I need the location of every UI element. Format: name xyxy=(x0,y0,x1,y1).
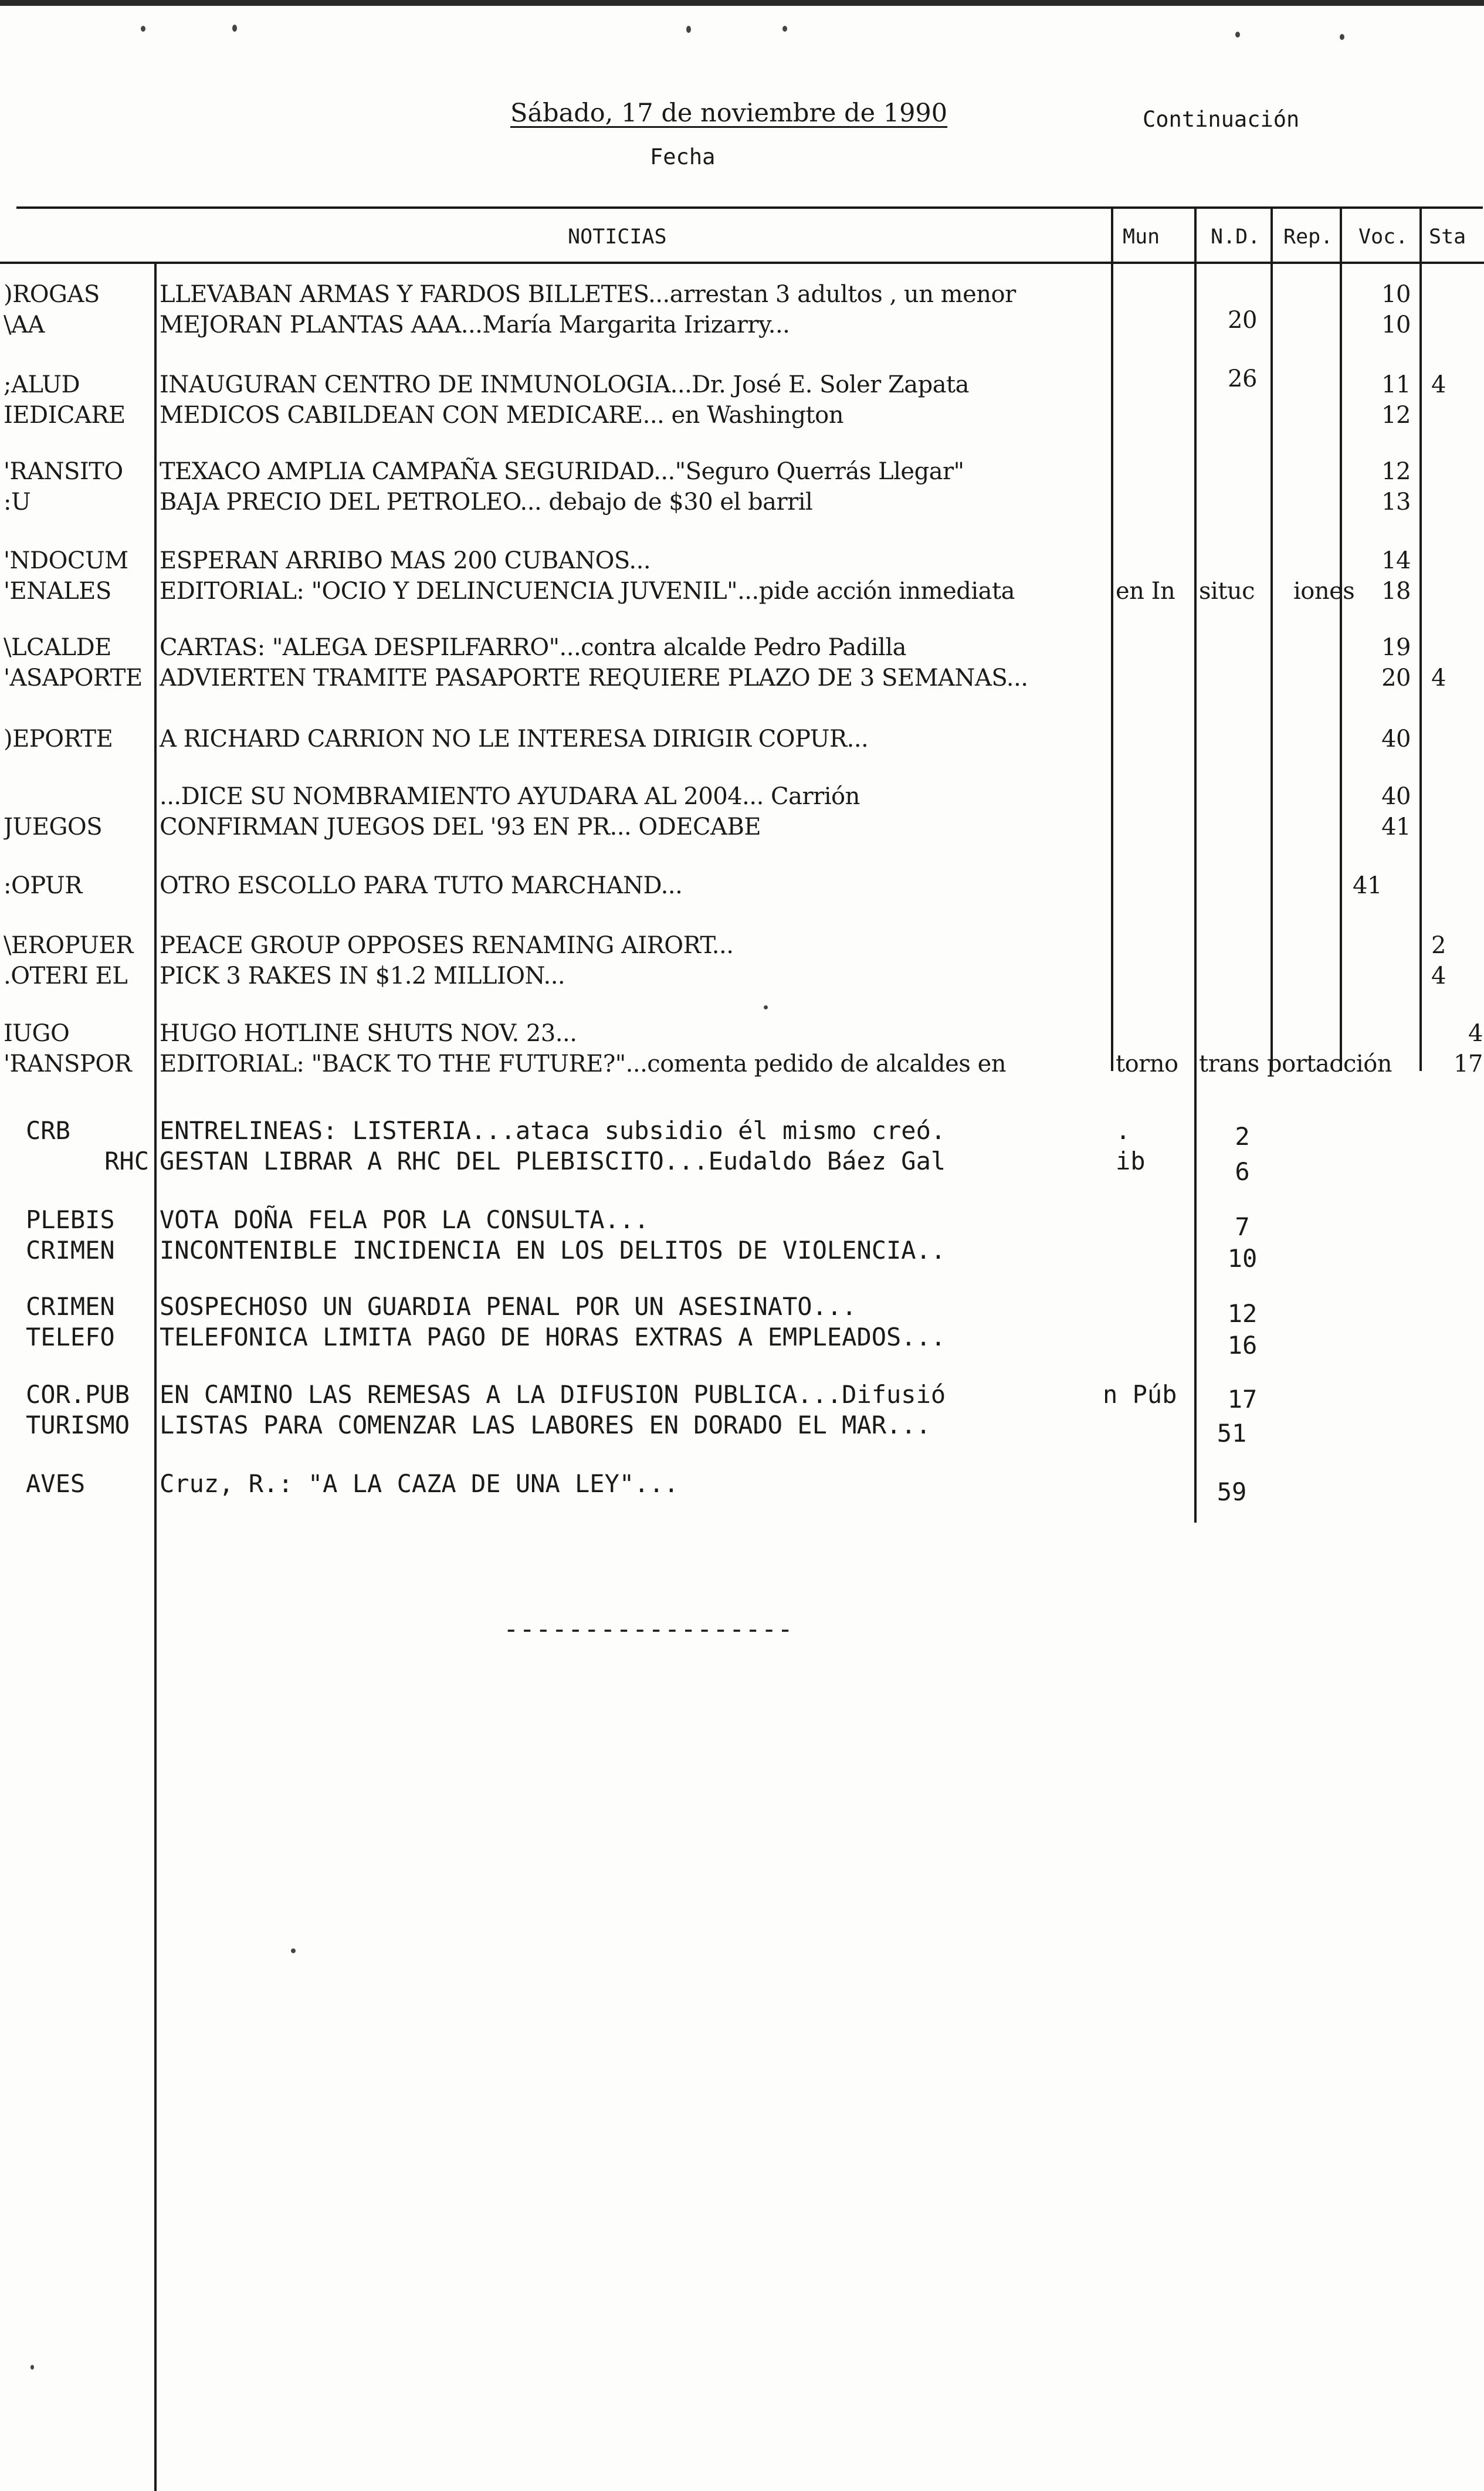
headline: OTRO ESCOLLO PARA TUTO MARCHAND... xyxy=(160,872,683,899)
headline: LLEVABAN ARMAS Y FARDOS BILLETES...arrestan 3 adultos , un menor xyxy=(160,281,1016,308)
table-row xyxy=(0,576,1484,606)
col-sta: Sta xyxy=(1429,225,1466,249)
section-code: 'ENALES xyxy=(4,578,111,605)
nd-page: 7 xyxy=(1235,1212,1250,1241)
table-row xyxy=(0,400,1484,431)
headline: TELEFONICA LIMITA PAGO DE HORAS EXTRAS A EMPLEADOS... xyxy=(160,1323,946,1351)
headline: EN CAMINO LAS REMESAS A LA DIFUSION PUBLICA...Difusió xyxy=(160,1380,946,1409)
section-code: .OTERI EL xyxy=(4,962,128,989)
section-code: IUGO xyxy=(4,1020,70,1047)
nd-page: 51 xyxy=(1217,1419,1247,1448)
section-code: JUEGOS xyxy=(4,814,103,840)
headline: LISTAS PARA COMENZAR LAS LABORES EN DORADO EL MAR... xyxy=(160,1411,931,1439)
voc-page: 40 xyxy=(1381,726,1411,753)
table-row xyxy=(0,1116,1484,1151)
scan-speck xyxy=(31,2365,34,2370)
headline: EDITORIAL: "OCIO Y DELINCUENCIA JUVENIL"...pide acción inmediata xyxy=(160,578,1015,605)
scan-speck xyxy=(141,26,145,32)
voc-page: 11 xyxy=(1381,371,1411,398)
headline: CONFIRMAN JUEGOS DEL '93 EN PR... ODECABE xyxy=(160,814,761,840)
nd-overflow-text: trans xyxy=(1199,1050,1259,1077)
table-row xyxy=(0,487,1484,517)
scan-speck xyxy=(1340,34,1344,40)
table-row xyxy=(0,961,1484,991)
table-row xyxy=(0,812,1484,842)
sta-page: 4 xyxy=(1431,665,1446,692)
voc-page: 18 xyxy=(1381,578,1411,605)
section-code: 'RANSPOR xyxy=(4,1050,132,1077)
section-code: CRIMEN xyxy=(26,1236,115,1265)
nd-page: 12 xyxy=(1227,1299,1258,1328)
scan-speck xyxy=(291,1948,296,1953)
nd-page: 10 xyxy=(1227,1244,1258,1273)
section-code: 'RANSITO xyxy=(4,458,123,485)
closing-dashed-rule: ------------------ xyxy=(503,1614,794,1644)
headline: GESTAN LIBRAR A RHC DEL PLEBISCITO...Eudaldo Báez Gal xyxy=(160,1147,946,1175)
sta-page: 2 xyxy=(1431,932,1446,959)
scan-speck xyxy=(686,26,691,33)
col-rep: Rep. xyxy=(1283,225,1333,249)
voc-page: 12 xyxy=(1381,402,1411,429)
headline: TEXACO AMPLIA CAMPAÑA SEGURIDAD..."Seguro Querrás Llegar" xyxy=(160,458,964,485)
section-code: :U xyxy=(4,489,31,516)
section-code: )ROGAS xyxy=(4,281,100,308)
rep-overflow-text: iones xyxy=(1293,578,1355,605)
voc-page: 41 xyxy=(1381,814,1411,840)
table-row xyxy=(0,456,1484,487)
headline: ENTRELINEAS: LISTERIA...ataca subsidio él mismo creó. xyxy=(160,1116,946,1145)
col-voc: Voc. xyxy=(1358,225,1408,249)
section-code: :OPUR xyxy=(4,872,82,899)
nd-overflow-text: situc xyxy=(1199,578,1255,605)
headline: ESPERAN ARRIBO MAS 200 CUBANOS... xyxy=(160,547,651,574)
headline: MEJORAN PLANTAS AAA...María Margarita Irizarry... xyxy=(160,311,790,338)
header-bottom-rule xyxy=(0,262,1484,264)
table-row xyxy=(0,1235,1484,1273)
voc-page: 19 xyxy=(1381,634,1411,661)
table-row xyxy=(0,365,1484,400)
table-row xyxy=(0,1410,1484,1448)
headline: INAUGURAN CENTRO DE INMUNOLOGIA...Dr. José E. Soler Zapata xyxy=(160,371,969,398)
voc-page: 40 xyxy=(1381,783,1411,810)
rep-overflow-text: portac xyxy=(1267,1050,1343,1077)
nd-page: 6 xyxy=(1235,1157,1250,1186)
voc-overflow-text: ción xyxy=(1343,1050,1392,1077)
section-code: AVES xyxy=(26,1469,86,1498)
date-text: Sábado, 17 de noviembre de 1990 xyxy=(510,99,948,128)
sta-page: 17 xyxy=(1453,1050,1483,1077)
table-row xyxy=(0,1049,1484,1079)
mun-overflow-text: ib xyxy=(1116,1147,1146,1175)
section-code: TELEFO xyxy=(26,1323,115,1351)
nd-page: 2 xyxy=(1235,1122,1250,1151)
nd-page: 16 xyxy=(1227,1331,1258,1360)
table-row xyxy=(0,663,1484,693)
col-nd: N.D. xyxy=(1211,225,1261,249)
section-code: ;ALUD xyxy=(4,371,80,398)
sta-page: 4 xyxy=(1468,1020,1483,1047)
section-code: \LCALDE xyxy=(4,634,111,661)
headline: A RICHARD CARRION NO LE INTERESA DIRIGIR COPUR... xyxy=(160,726,869,753)
scan-speck xyxy=(232,25,237,32)
table-row xyxy=(0,545,1484,576)
section-code: TURISMO xyxy=(26,1411,130,1439)
mun-overflow-text: torno xyxy=(1116,1050,1178,1077)
table-row xyxy=(0,1018,1484,1049)
section-code: PLEBIS xyxy=(26,1205,115,1234)
voc-page: 10 xyxy=(1381,281,1411,308)
headline: CARTAS: "ALEGA DESPILFARRO"...contra alcalde Pedro Padilla xyxy=(160,634,906,661)
headline: PEACE GROUP OPPOSES RENAMING AIRORT... xyxy=(160,932,734,959)
table-row xyxy=(0,930,1484,961)
page-top-edge xyxy=(0,0,1484,6)
scan-speck xyxy=(1235,32,1240,38)
section-code: COR.PUB xyxy=(26,1380,130,1409)
table-row xyxy=(0,1205,1484,1241)
section-code: CRIMEN xyxy=(26,1292,115,1321)
fecha-label: Fecha xyxy=(650,144,716,170)
headline: SOSPECHOSO UN GUARDIA PENAL POR UN ASESINATO... xyxy=(160,1292,857,1321)
headline: ...DICE SU NOMBRAMIENTO AYUDARA AL 2004... Carrión xyxy=(160,783,860,810)
scan-speck xyxy=(782,26,787,32)
nd-page: 26 xyxy=(1228,365,1257,392)
voc-page: 14 xyxy=(1381,547,1411,574)
table-row xyxy=(0,632,1484,663)
table-top-rule xyxy=(16,206,1483,209)
headline: BAJA PRECIO DEL PETROLEO... debajo de $30 el barril xyxy=(160,489,813,516)
nd-page: 20 xyxy=(1228,307,1257,334)
table-row xyxy=(0,307,1484,340)
section-code: IEDICARE xyxy=(4,402,126,429)
table-row xyxy=(0,1292,1484,1328)
voc-page: 12 xyxy=(1381,458,1411,485)
table-row xyxy=(0,781,1484,812)
headline: VOTA DOÑA FELA POR LA CONSULTA... xyxy=(160,1205,649,1234)
table-row xyxy=(0,1322,1484,1360)
voc-page-misplaced: 41 xyxy=(1353,872,1382,899)
mun-overflow-text: . xyxy=(1116,1116,1131,1145)
nd-page: 17 xyxy=(1227,1385,1258,1414)
mun-overflow-text: n Púb xyxy=(1103,1380,1177,1409)
headline: MEDICOS CABILDEAN CON MEDICARE... en Washington xyxy=(160,402,843,429)
col-mun: Mun xyxy=(1123,225,1160,249)
headline: ADVIERTEN TRAMITE PASAPORTE REQUIERE PLAZO DE 3 SEMANAS... xyxy=(160,665,1028,692)
sta-page: 4 xyxy=(1431,962,1446,989)
headline: INCONTENIBLE INCIDENCIA EN LOS DELITOS DE VIOLENCIA.. xyxy=(160,1236,946,1265)
scan-speck xyxy=(764,1005,768,1009)
mun-overflow-text: en In xyxy=(1116,578,1175,605)
table-row xyxy=(0,870,1484,901)
table-row xyxy=(0,1146,1484,1186)
section-code: )EPORTE xyxy=(4,726,113,753)
headline: EDITORIAL: "BACK TO THE FUTURE?"...comenta pedido de alcaldes en xyxy=(160,1050,1006,1077)
sta-page: 4 xyxy=(1431,371,1446,398)
date-line xyxy=(510,99,947,128)
table-row xyxy=(0,724,1484,754)
headline: PICK 3 RAKES IN $1.2 MILLION... xyxy=(160,962,565,989)
section-code: 'NDOCUM xyxy=(4,547,128,574)
table-row xyxy=(0,1380,1484,1414)
table-row xyxy=(0,1469,1484,1506)
section-code: RHC xyxy=(104,1147,149,1175)
voc-page: 20 xyxy=(1381,665,1411,692)
continuation-label: Continuación xyxy=(1143,107,1300,132)
section-code: \AA xyxy=(4,311,45,338)
nd-page: 59 xyxy=(1217,1477,1247,1506)
voc-page: 13 xyxy=(1381,489,1411,516)
voc-page: 10 xyxy=(1381,311,1411,338)
section-code: 'ASAPORTE xyxy=(4,665,143,692)
col-noticias: NOTICIAS xyxy=(568,225,667,249)
headline: Cruz, R.: "A LA CAZA DE UNA LEY"... xyxy=(160,1469,679,1498)
section-code: CRB xyxy=(26,1116,70,1145)
section-code: \EROPUER xyxy=(4,932,133,959)
headline: HUGO HOTLINE SHUTS NOV. 23... xyxy=(160,1020,577,1047)
